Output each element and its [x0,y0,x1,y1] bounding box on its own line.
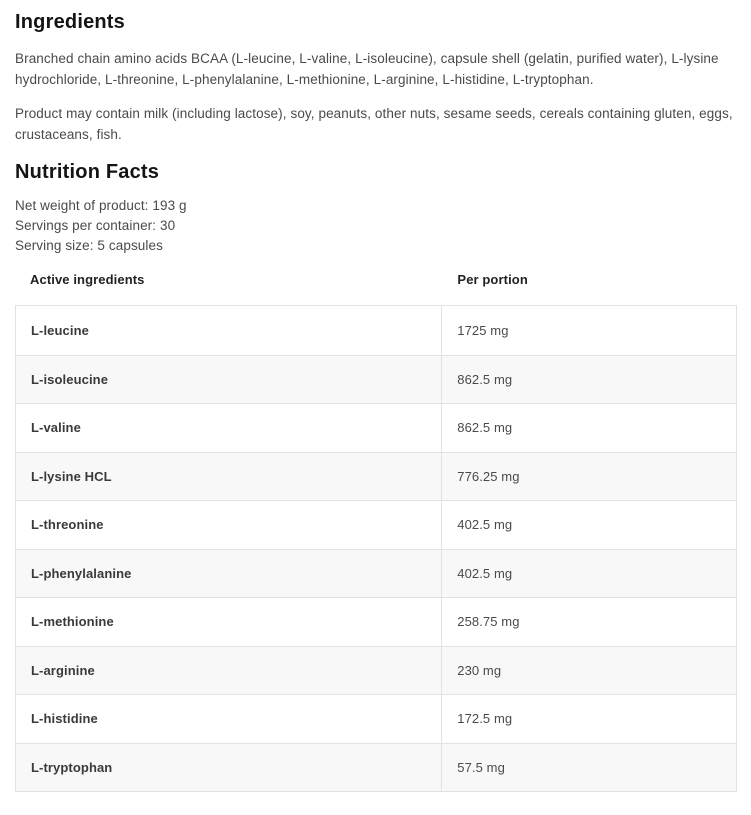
table-row [16,743,736,792]
table-row [16,597,736,646]
table-row [16,306,736,355]
ingredient-amount: 862.5 mg [457,420,513,436]
serving-size-line: Serving size: 5 capsules [15,238,163,253]
ingredient-amount: 776.25 mg [457,468,520,484]
table-row [16,355,736,404]
table-row [16,452,736,501]
serving-meta-block [15,196,737,256]
active-ingredients-table [15,270,737,792]
ingredient-name: L-histidine [16,695,442,743]
table-header-row [15,270,737,290]
ingredient-name: L-tryptophan [16,744,442,792]
net-weight-line: Net weight of product: 193 g [15,198,187,213]
ingredient-amount: 230 mg [457,662,502,678]
ingredient-name: L-lysine HCL [16,453,442,501]
ingredient-amount: 1725 mg [457,322,509,338]
ingredient-name: L-threonine [16,501,442,549]
ingredient-name: L-methionine [16,598,442,646]
ingredient-amount: 172.5 mg [457,711,513,727]
table-row [16,500,736,549]
ingredient-amount: 258.75 mg [457,614,520,630]
ingredient-amount: 402.5 mg [457,517,513,533]
ingredients-paragraph: Branched chain amino acids BCAA (L-leucine, L-valine, L-isoleucine), capsule shell (gelatin, purified water), L-lysine hydrochloride, L-threonine, L-phenylalanine, L-methionine, L-arginine, L-histidine, L-tryptophan. [15,51,719,87]
ingredient-amount: 57.5 mg [457,759,505,775]
ingredient-name: L-arginine [16,647,442,695]
column-header-active-ingredients: Active ingredients [30,272,145,287]
servings-per-container-line: Servings per container: 30 [15,218,176,233]
table-body [15,305,737,792]
column-header-per-portion: Per portion [457,272,528,287]
ingredient-name: L-valine [16,404,442,452]
table-row [16,646,736,695]
table-row [16,694,736,743]
nutrition-facts-title: Nutrition Facts [15,161,160,183]
ingredients-title: Ingredients [15,11,125,33]
ingredient-name: L-leucine [16,306,442,355]
ingredient-name: L-phenylalanine [16,550,442,598]
ingredient-name: L-isoleucine [16,356,442,404]
ingredient-amount: 402.5 mg [457,565,513,581]
ingredient-amount: 862.5 mg [457,371,513,387]
allergen-paragraph: Product may contain milk (including lactose), soy, peanuts, other nuts, sesame seeds, cereals containing gluten, eggs, crustaceans, fish. [15,106,733,142]
nutrition-facts-section [15,160,737,792]
table-row [16,549,736,598]
table-row [16,403,736,452]
